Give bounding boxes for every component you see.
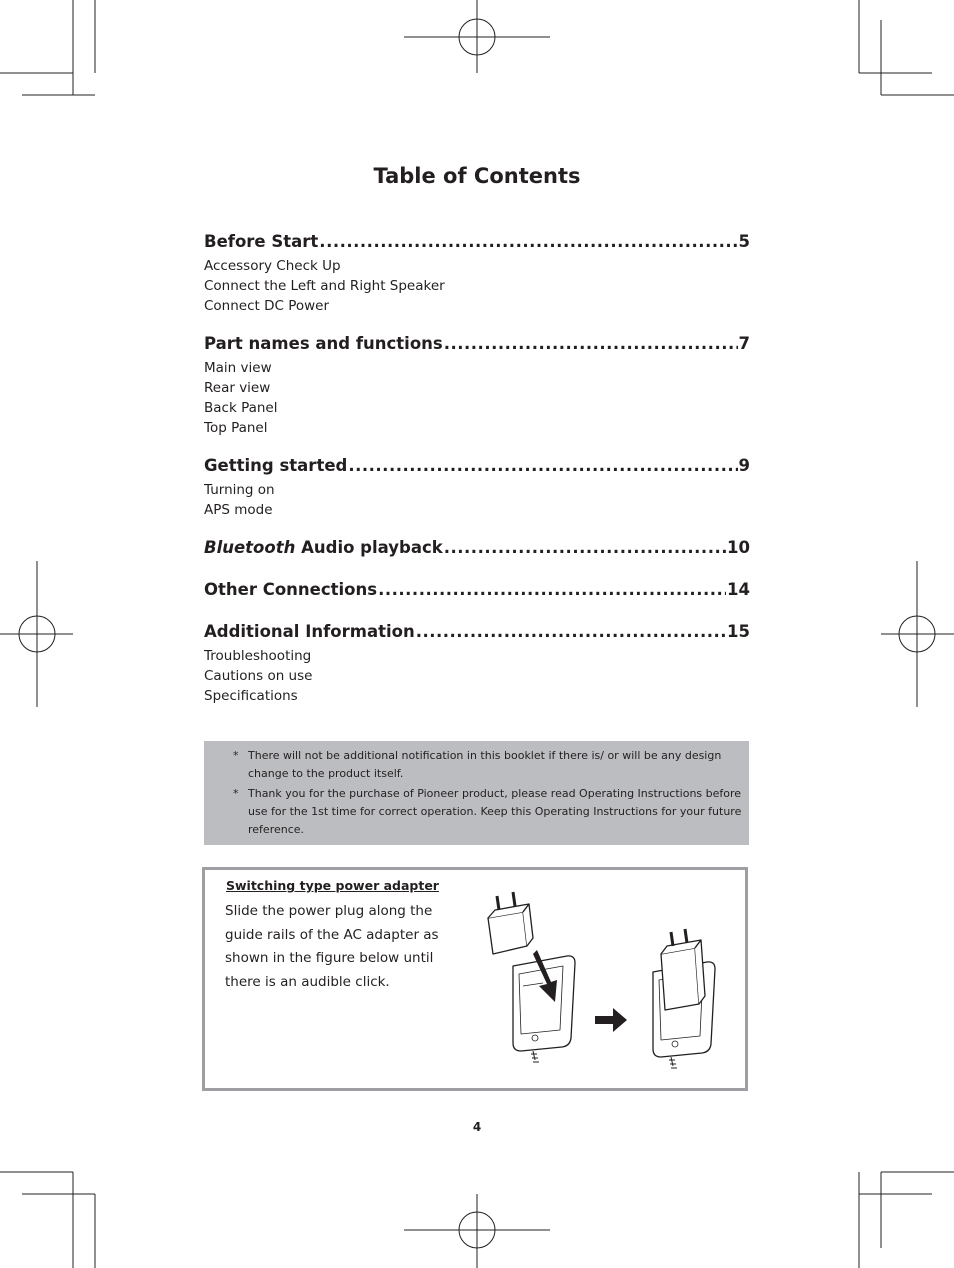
toc-subitem: Top Panel [204, 420, 268, 436]
toc-subitem: Cautions on use [204, 668, 313, 684]
toc-entry-label: Getting started [204, 456, 348, 475]
toc-entry-page: 9 [738, 456, 750, 475]
toc-entry-label [204, 534, 443, 562]
toc-entry-label-italic: Bluetooth [204, 538, 296, 557]
toc-entry-bluetooth[interactable] [204, 534, 750, 562]
toc-entry-additional-information[interactable] [204, 618, 750, 706]
toc-subitem: APS mode [204, 502, 273, 518]
dot-leader [416, 618, 726, 646]
power-adapter-box [202, 867, 748, 1091]
toc-entry-label-rest: Audio playback [295, 538, 443, 557]
toc-entry-other-connections[interactable] [204, 576, 750, 604]
toc-subitems [204, 480, 750, 520]
toc-entry-label: Part names and functions [204, 334, 443, 353]
toc-entry-page: 14 [727, 580, 750, 599]
adapter-instructions: Slide the power plug along the guide rails of the AC adapter as shown in the figure below until there is an audible click. [225, 903, 439, 990]
toc-subitem: Connect DC Power [204, 298, 330, 314]
toc-entry-part-names[interactable] [204, 330, 750, 438]
toc-subitem: Troubleshooting [204, 648, 312, 664]
toc-entry-page: 7 [738, 334, 750, 353]
toc-subitems [204, 358, 750, 438]
asterisk-marker: * [233, 749, 239, 762]
dot-leader [444, 534, 726, 562]
toc-entry-label: Other Connections [204, 580, 378, 599]
dot-leader [378, 576, 726, 604]
page-title: Table of Contents [373, 164, 581, 188]
toc-entry-page: 5 [738, 232, 750, 251]
toc-subitem: Accessory Check Up [204, 258, 341, 274]
toc-entry-label: Before Start [204, 232, 319, 251]
toc-subitem: Back Panel [204, 400, 278, 416]
toc-subitem: Specifications [204, 688, 298, 704]
toc-subitem: Main view [204, 360, 272, 376]
toc-subitem: Turning on [204, 482, 275, 498]
toc-entry-getting-started[interactable] [204, 452, 750, 520]
toc-subitem: Rear view [204, 380, 271, 396]
notice-text: Thank you for the purchase of Pioneer product, please read Operating Instructions before use for the 1st time for correct operation. Keep this Operating Instructions for your future reference. [248, 787, 742, 836]
toc-entry-before-start[interactable] [204, 228, 750, 316]
toc-subitem: Connect the Left and Right Speaker [204, 278, 445, 294]
toc-entry-page: 10 [727, 538, 750, 557]
toc-entry-label: Additional Information [204, 622, 415, 641]
notice-box [204, 741, 749, 845]
dot-leader [348, 452, 737, 480]
toc-subitems [204, 646, 750, 706]
adapter-illustration [475, 888, 735, 1078]
notice-item [233, 747, 743, 783]
notice-text: There will not be additional notification in this booklet if there is/ or will be any design change to the product itself. [248, 749, 722, 780]
page-number: 4 [472, 1120, 482, 1134]
dot-leader [444, 330, 738, 358]
table-of-contents [204, 228, 750, 720]
adapter-title: Switching type power adapter [226, 878, 439, 893]
toc-subitems [204, 256, 750, 316]
dot-leader [319, 228, 737, 256]
asterisk-marker: * [233, 787, 239, 800]
notice-item [233, 785, 743, 839]
toc-entry-page: 15 [727, 622, 750, 641]
